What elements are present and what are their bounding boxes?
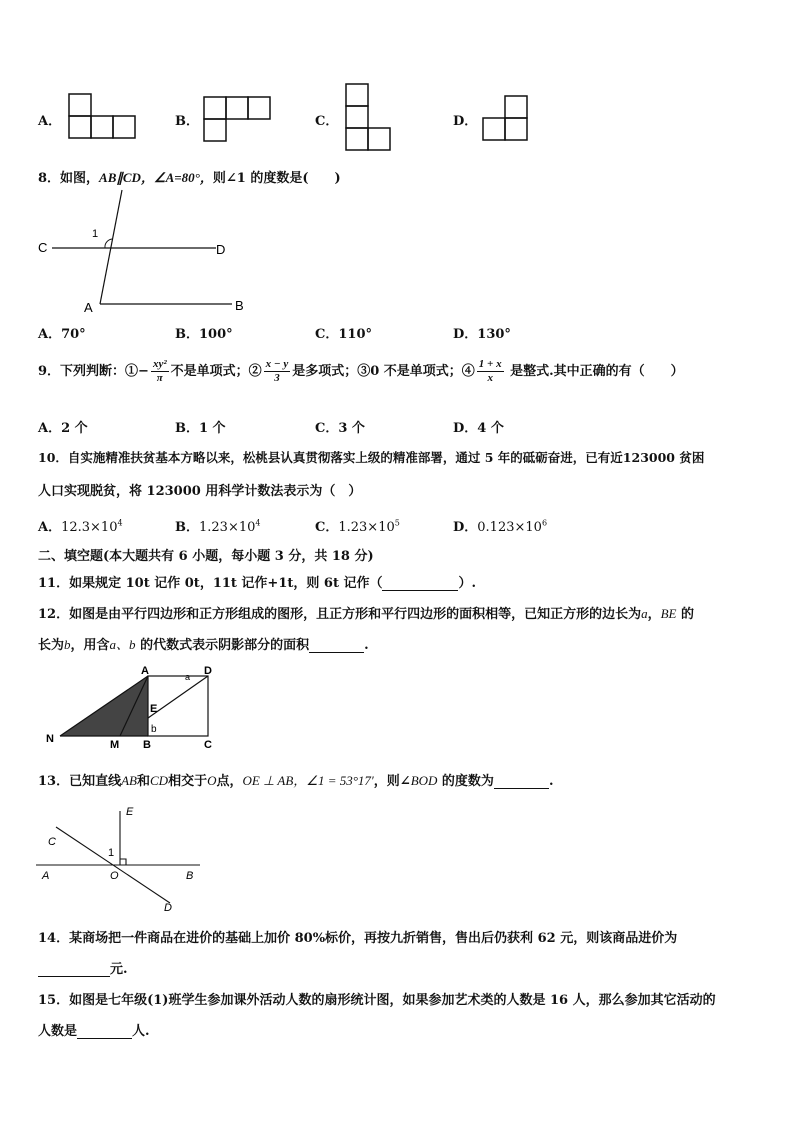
q7-figure-a (68, 93, 138, 139)
q10-option-c-base: 1.23×10 (338, 520, 395, 535)
q7-option-d-label: D． (453, 114, 478, 129)
q10-option-b-exp: 4 (255, 518, 261, 528)
q8-option-d: D．130° (453, 327, 511, 342)
q13-fig-label-b: B (186, 870, 194, 882)
q7-option-c-label: C． (315, 114, 339, 129)
q13-point-o: O (207, 773, 217, 788)
q12-fig-label-small-b: b (151, 724, 157, 735)
q13-fig-label-o: O (110, 870, 119, 882)
q13-fig-label-a: A (42, 870, 50, 882)
q12-fig-label-d: D (204, 665, 212, 677)
q11-pre: 11．如果规定 10t 记作 0t，11t 记作+1t，则 6t 记作（ (38, 576, 383, 591)
q13-stem (38, 770, 553, 789)
q10-line-1: 10．自实施精准扶贫基本方略以来，松桃县认真贯彻落实上级的精准部署，通过 5 年的砥砺奋进，已有近123000 贫困 (38, 450, 705, 465)
q10-option-a-letter: A． (38, 520, 62, 535)
q7-option-b-label: B． (175, 114, 199, 129)
q9-f2-numerator: x − y (265, 358, 289, 370)
q12-answer-blank[interactable] (309, 637, 364, 653)
q12-fig-label-small-a: a (185, 672, 191, 682)
q8-fig-label-c: C (38, 240, 48, 255)
q10-option-c (315, 516, 400, 535)
q8-option-c: C．110° (315, 327, 372, 342)
q10-line-2: 人口实现脱贫，将 123000 用科学计数法表示为（ ） (38, 484, 362, 499)
q13-mid: 相交于 (168, 774, 208, 789)
q15-line-1: 15．如图是七年级(1)班学生参加课外活动人数的扇形统计图，如果参加艺术类的人数是 16 人，那么参加其它活动的 (38, 993, 716, 1008)
q9-prefix: 9．下列判断：①− (38, 364, 149, 379)
q9-f2-denominator: 3 (274, 372, 280, 384)
q8-figure (30, 188, 260, 316)
q7-figure-b (203, 96, 273, 142)
q13-post2: 的度数为 (437, 774, 494, 789)
q10-option-c-letter: C． (315, 520, 339, 535)
q12-line-1 (38, 603, 694, 622)
q12-line2-mid: ，用含 (70, 638, 110, 653)
q8-fig-label-1: 1 (92, 228, 99, 240)
q10-option-d (453, 516, 547, 535)
q9-fraction-3 (477, 358, 504, 385)
q9-option-d: D．4 个 (453, 421, 504, 436)
q12-var-b: b (64, 637, 71, 652)
q14-line-1: 14．某商场把一件商品在进价的基础上加价 80%标价，再按九折销售，售出后仍获利 62 元，则该商品进价为 (38, 931, 678, 946)
q14-line-2 (38, 958, 128, 977)
q13-fig-label-d: D (164, 902, 172, 913)
q15-pre: 人数是 (38, 1024, 78, 1039)
q12-var-be: BE (660, 606, 677, 621)
q13-end: . (548, 774, 554, 789)
q12-line2-post: 的代数式表示阴影部分的面积 (135, 638, 310, 653)
q14-end: 元. (110, 962, 128, 977)
q8-fig-label-a: A (84, 300, 93, 315)
q10-option-b (175, 516, 260, 535)
q12-line1-post: 的 (676, 607, 695, 622)
q8-suffix: 则∠1 的度数是( ) (212, 171, 341, 186)
q13-and: 和 (136, 774, 150, 789)
q12-figure (40, 662, 230, 754)
q9-s3: 是整式.其中正确的有（ ） (505, 364, 684, 379)
q15-end: 人. (132, 1024, 150, 1039)
q8-math: AB∥CD，∠A=80°， (99, 170, 213, 185)
q7-figure-d (482, 95, 530, 143)
q13-line-ab: AB (121, 773, 137, 788)
q10-option-d-letter: D． (453, 520, 478, 535)
q13-mid2: 点， (216, 774, 243, 789)
q10-option-a (38, 516, 123, 535)
q12-fig-label-a: A (141, 665, 149, 677)
q10-option-c-exp: 5 (394, 518, 400, 528)
q7-option-a-label: A． (38, 114, 62, 129)
section-2-heading: 二、填空题(本大题共有 6 小题，每小题 3 分，共 18 分) (38, 549, 374, 564)
q12-line1-pre: 12．如图是由平行四边形和正方形组成的图形，且正方形和平行四边形的面积相等，已知正方形的边长为 (38, 607, 642, 622)
q10-option-d-base: 0.123×10 (477, 520, 542, 535)
q12-line2-pre: 长为 (38, 638, 65, 653)
q13-fig-label-1: 1 (108, 847, 115, 859)
q9-f3-numerator: 1 + x (478, 358, 502, 370)
q10-option-a-exp: 4 (117, 518, 123, 528)
q13-angle: ，∠1 = 53°17′ (293, 773, 374, 788)
q13-figure (30, 803, 210, 913)
q9-s2: 是多项式；③0 不是单项式；④ (292, 364, 475, 379)
q8-prefix: 8．如图， (38, 171, 100, 186)
q10-option-b-letter: B． (175, 520, 199, 535)
q13-fig-label-e: E (126, 806, 134, 818)
q12-fig-label-m: M (110, 739, 120, 751)
q9-stem (38, 358, 684, 385)
q9-f1-denominator: π (156, 372, 163, 384)
q13-fig-label-c: C (48, 836, 56, 848)
q10-option-d-exp: 6 (541, 518, 548, 528)
q13-pre: 13．已知直线 (38, 774, 122, 789)
q13-oe-perp: OE ⊥ AB (242, 773, 294, 788)
q9-s1: 不是单项式；② (170, 364, 262, 379)
q8-fig-label-b: B (235, 298, 244, 313)
q8-fig-label-d: D (216, 242, 226, 257)
q10-option-b-base: 1.23×10 (199, 520, 256, 535)
q7-figure-c (345, 83, 393, 151)
q12-line2-end: . (364, 638, 369, 653)
q8-option-b: B．100° (175, 327, 233, 342)
q15-answer-blank[interactable] (77, 1023, 132, 1039)
q8-stem (38, 167, 341, 186)
q14-answer-blank[interactable] (38, 961, 110, 977)
q9-f3-denominator: x (487, 372, 493, 384)
q12-fig-label-e: E (150, 703, 158, 715)
q12-fig-label-c: C (204, 739, 212, 751)
q9-fraction-1 (151, 358, 169, 385)
q9-option-b: B．1 个 (175, 421, 226, 436)
q9-option-a: A．2 个 (38, 421, 88, 436)
q15-line-2 (38, 1020, 150, 1039)
q9-fraction-2 (264, 358, 291, 385)
q13-answer-blank[interactable] (494, 773, 549, 789)
q11-stem (38, 572, 476, 591)
q11-answer-blank[interactable] (382, 575, 458, 591)
q9-option-c: C．3 个 (315, 421, 365, 436)
q13-bod: BOD (410, 773, 438, 788)
q12-var-a: a (641, 606, 648, 621)
q12-line1-mid: ， (647, 607, 661, 622)
q12-line-2 (38, 634, 369, 653)
q12-fig-label-b: B (143, 739, 151, 751)
q13-post: ，则∠ (373, 774, 411, 789)
q13-line-cd: CD (150, 773, 169, 788)
q9-f1-numerator: xy² (152, 358, 167, 370)
q8-option-a: A．70° (38, 327, 86, 342)
q10-option-a-base: 12.3×10 (61, 520, 118, 535)
q12-var-ab: a、b (109, 637, 136, 652)
q11-post: ）. (458, 576, 477, 591)
q12-fig-label-n: N (46, 733, 54, 745)
